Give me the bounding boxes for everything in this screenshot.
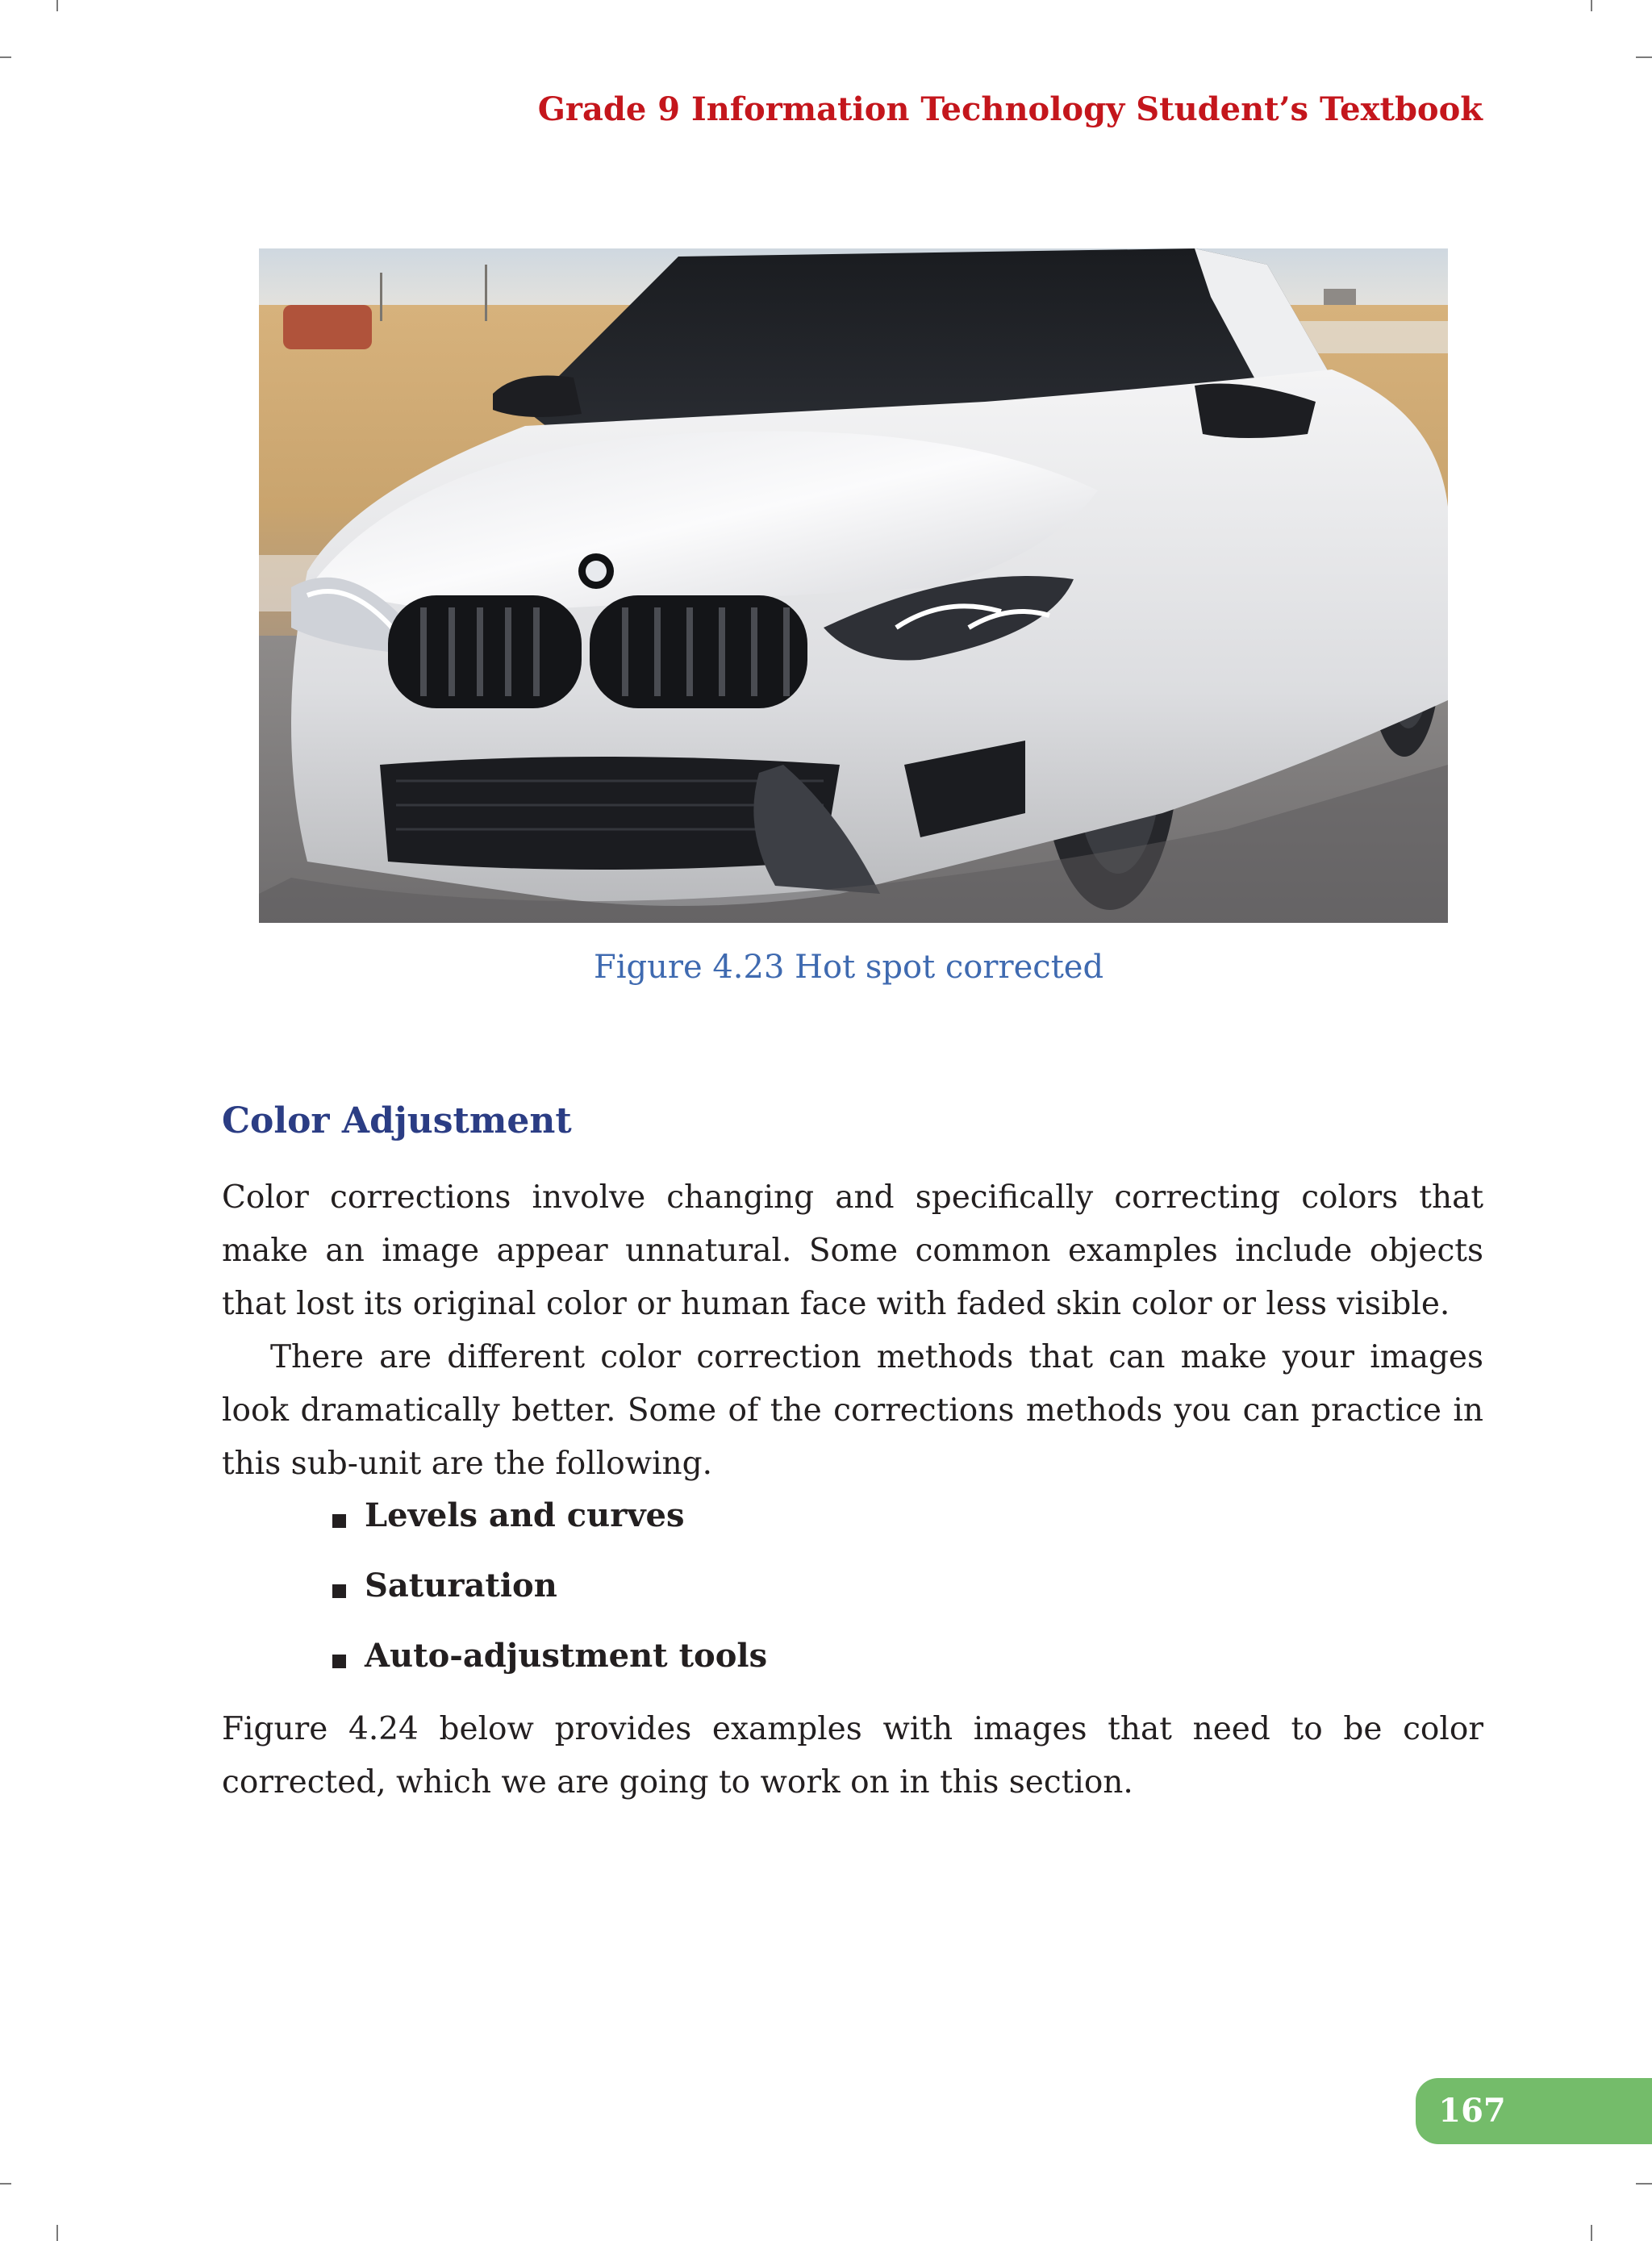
crop-mark [1636,56,1652,58]
running-header: Grade 9 Information Technology Student’s Textbook [537,90,1483,128]
section-heading: Color Adjustment [222,1100,572,1141]
car-photo [259,248,1448,923]
crop-mark [1591,0,1592,11]
bullet-list [332,1496,767,1707]
bullet-item [332,1567,767,1637]
figure-image [259,248,1448,923]
crop-mark [0,56,11,58]
bullet-text: Saturation [365,1567,557,1605]
square-bullet-icon [332,1514,346,1528]
crop-mark [0,2183,11,2185]
body-paragraph: Color corrections involve changing and specifically correcting colors that make an image appear unnatural. Some common examples include objects that lost its original color or human face with faded skin color or less visible. [222,1179,1483,1322]
bullet-text: Auto-adjustment tools [365,1637,768,1675]
square-bullet-icon [332,1655,346,1668]
body-paragraph: There are different color correction methods that can make your images look dramatically better. Some of the corrections methods you can practice in this sub-unit are the following. [222,1339,1483,1482]
square-bullet-icon [332,1584,346,1598]
crop-mark [1591,2225,1592,2241]
figure-caption: Figure 4.23 Hot spot corrected [593,949,1104,986]
bullet-text: Levels and curves [365,1496,685,1534]
crop-mark [56,2225,58,2241]
crop-mark [56,0,58,11]
body-paragraph: Figure 4.24 below provides examples with images that need to be color corrected, which we are going to work on in this section. [222,1711,1483,1801]
page-number: 167 [1438,2092,1506,2130]
bullet-item [332,1496,767,1567]
crop-mark [1636,2183,1652,2185]
bullet-item [332,1637,767,1707]
